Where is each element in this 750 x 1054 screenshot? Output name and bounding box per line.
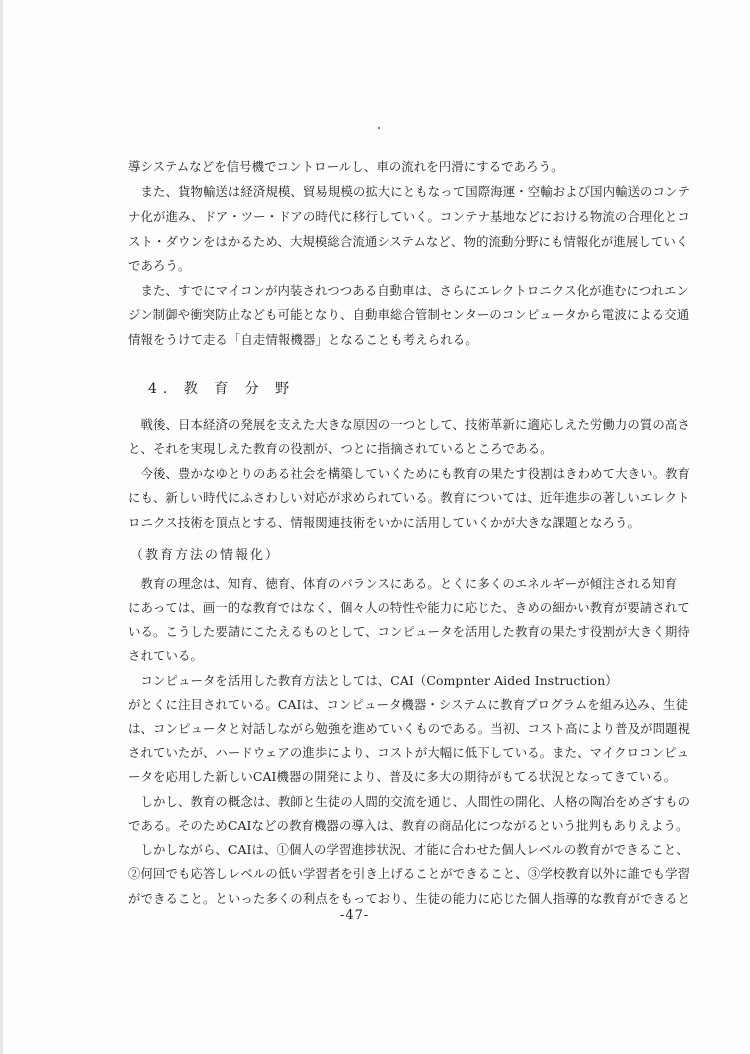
- section-heading: 4. 教 育 分 野: [148, 381, 296, 397]
- text-line: しかし、教育の概念は、教師と生徒の人間的交流を通じ、人間性の開化、人格の陶冶をめざすもの: [128, 794, 691, 809]
- text-line: されている。: [128, 648, 203, 663]
- subsection-heading: （教育方法の情報化）: [130, 548, 281, 563]
- text-line: ータを応用した新しいCAI機器の開発により、普及に多大の期待がもてる状況となってきている。: [128, 769, 677, 784]
- text-line: であろう。: [128, 258, 191, 273]
- text-line: スト・ダウンをはかるため、大規模総合流通システムなど、物的流動分野にも情報化が進展していく: [128, 234, 689, 249]
- text-line: されていたが、ハードウェアの進歩により、コストが大幅に低下している。また、マイクロコンピュ: [128, 745, 690, 760]
- text-line: がとくに注目されている。CAIは、コンピュータ機器・システムに教育プログラムを組み込み、生徒: [128, 697, 689, 712]
- text-line: コンピュータを活用した教育方法としては、CAI（Compnter Aided Instruction）: [128, 673, 618, 688]
- text-line: ナ化が進み、ドア・ツー・ドアの時代に移行していく。コンテナ基地などにおける物流の合理化とコ: [128, 209, 690, 224]
- text-line: ジン制御や衝突防止なども可能となり、自動車総合管制センターのコンピュータから電波による交通: [128, 307, 690, 322]
- text-line: にあっては、画一的な教育ではなく、個々人の特性や能力に応じた、きめの細かい教育が要請されて: [128, 600, 690, 615]
- text-line: また、すでにマイコンが内装されつつある自動車は、さらにエレクトロニクス化が進むにつれエン: [128, 283, 689, 298]
- text-line: 教育の理念は、知育、徳育、体育のバランスにある。とくに多くのエネルギーが傾注される知育: [128, 576, 678, 591]
- text-line: ②何回でも応答しレベルの低い学習者を引き上げることができること、③学校教育以外に誰でも学習: [128, 866, 691, 881]
- text-line: は、コンピュータと対話しながら勉強を進めていくものである。当初、コスト高により普及が問題視: [128, 721, 691, 736]
- text-line: いる。こうした要請にこたえるものとして、コンピュータを活用した教育の果たす役割が大きく期待: [128, 624, 690, 639]
- text-line: 導システムなどを信号機でコントロールし、車の流れを円滑にするであろう。: [128, 159, 564, 174]
- text-line: 今後、豊かなゆとりのある社会を構築していくためにも教育の果たす役割はきわめて大きい。教育: [128, 466, 691, 481]
- text-line: 情報をうけて走る「自走情報機器」となることも考えられる。: [128, 332, 478, 347]
- text-line: にも、新しい時代にふさわしい対応が求められている。教育については、近年進歩の著しいエレクト: [128, 490, 690, 505]
- text-line: と、それを実現しえた教育の役割が、つとに指摘されているところである。: [128, 441, 553, 456]
- text-line: しかしながら、CAIは、①個人の学習進捗状況、才能に合わせた個人レベルの教育ができること、: [128, 842, 689, 857]
- page-number: -47-: [340, 908, 370, 923]
- text-line: ができること。といった多くの利点をもっており、生徒の能力に応じた個人指導的な教育ができると: [128, 891, 691, 906]
- text-line: ロニクス技術を頂点とする、情報関連技術をいかに活用していくかが大きな課題となろう。: [128, 515, 640, 530]
- text-line: 戦後、日本経済の発展を支えた大きな原因の一つとして、技術革新に適応しえた労働力の質の高さ: [128, 417, 690, 432]
- text-line: である。そのためCAIなどの教育機器の導入は、教育の商品化につながるという批判もありえよう。: [128, 818, 689, 833]
- text-line: また、貨物輸送は経済規模、貿易規模の拡大にともなって国際海運・空輸および国内輸送のコンテ: [128, 184, 691, 199]
- scan-edge: [0, 0, 3, 1054]
- scan-speck: [378, 127, 380, 129]
